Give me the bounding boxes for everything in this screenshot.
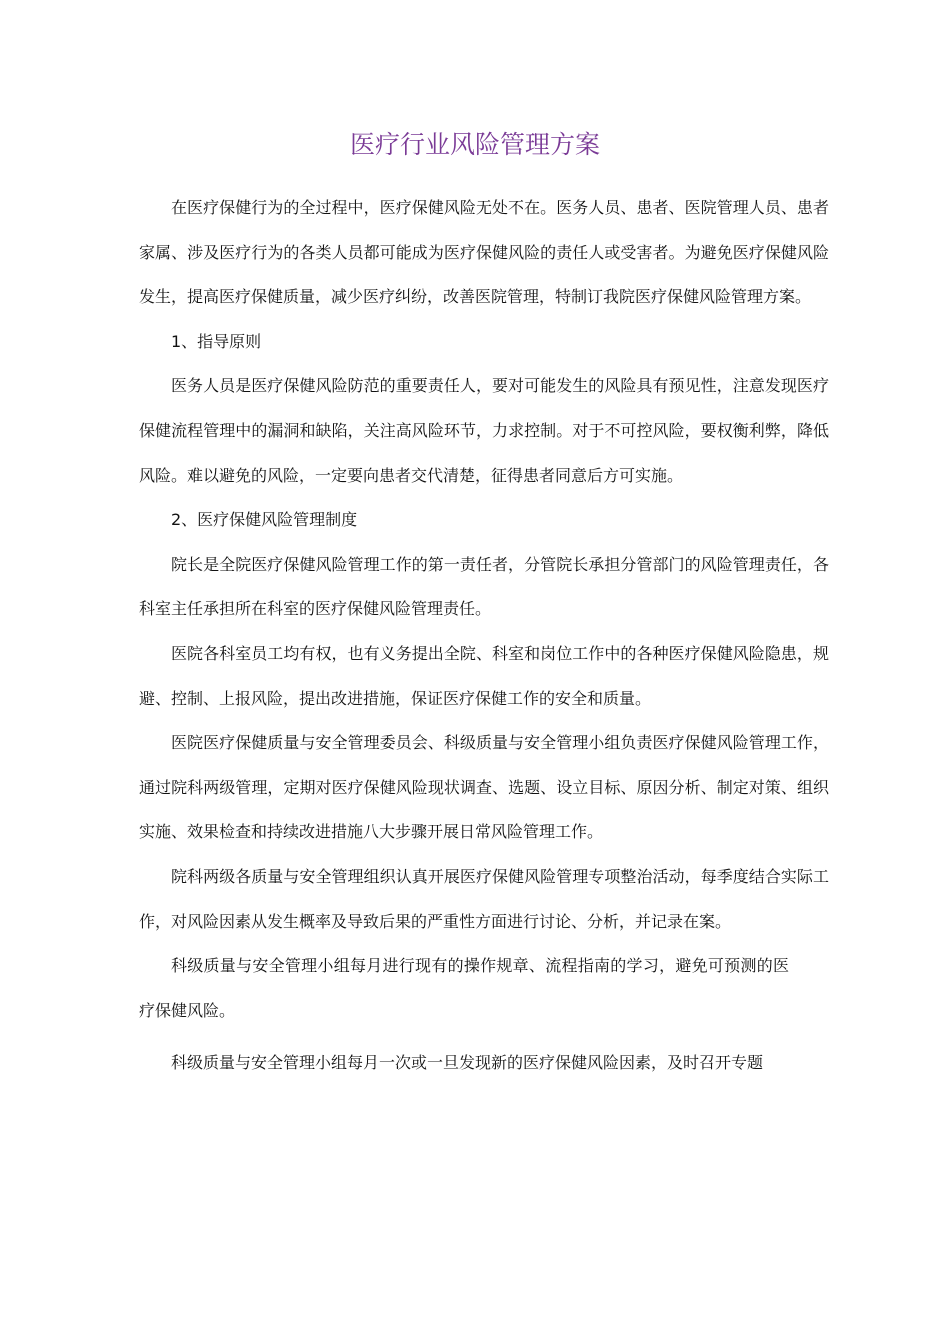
paragraph-committee: 医院医疗保健质量与安全管理委员会、科级质量与安全管理小组负责医疗保健风险管理工作，通过院科两级管理，定期对医疗保健风险现状调查、选题、设立目标、原因分析、制定对策、组织实施、效果检查和持续改进措施八大步骤开展日常风险管理工作。	[139, 733, 829, 842]
document-body	[139, 186, 829, 1086]
paragraph-responsibility: 院长是全院医疗保健风险管理工作的第一责任者，分管院长承担分管部门的风险管理责任，各科室主任承担所在科室的医疗保健风险管理责任。	[139, 554, 829, 619]
paragraph-staff-rights: 医院各科室员工均有权，也有义务提出全院、科室和岗位工作中的各种医疗保健风险隐患，规避、控制、上报风险，提出改进措施，保证医疗保健工作的安全和质量。	[139, 643, 829, 708]
paragraph-monthly-meeting: 科级质量与安全管理小组每月一次或一旦发现新的医疗保健风险因素，及时召开专题	[171, 1053, 764, 1073]
paragraph-guiding-principles: 医务人员是医疗保健风险防范的重要责任人，要对可能发生的风险具有预见性，注意发现医疗保健流程管理中的漏洞和缺陷，关注高风险环节，力求控制。对于不可控风险，要权衡利弊，降低风险。难以避免的风险，一定要向患者交代清楚，征得患者同意后方可实施。	[139, 376, 829, 485]
section-heading-risk-management-system: 2、医疗保健风险管理制度	[171, 510, 358, 530]
document-title: 医疗行业风险管理方案	[349, 129, 600, 159]
paragraph-monthly-study: 科级质量与安全管理小组每月进行现有的操作规章、流程指南的学习，避免可预测的医疗保健风险。	[139, 956, 789, 1020]
paragraph-special-activities: 院科两级各质量与安全管理组织认真开展医疗保健风险管理专项整治活动，每季度结合实际工作，对风险因素从发生概率及导致后果的严重性方面进行讨论、分析，并记录在案。	[139, 866, 829, 931]
paragraph-intro: 在医疗保健行为的全过程中，医疗保健风险无处不在。医务人员、患者、医院管理人员、患者家属、涉及医疗行为的各类人员都可能成为医疗保健风险的责任人或受害者。为避免医疗保健风险发生，提高医疗保健质量，减少医疗纠纷，改善医院管理，特制订我院医疗保健风险管理方案。	[139, 198, 829, 307]
section-heading-guiding-principles: 1、指导原则	[171, 331, 262, 351]
